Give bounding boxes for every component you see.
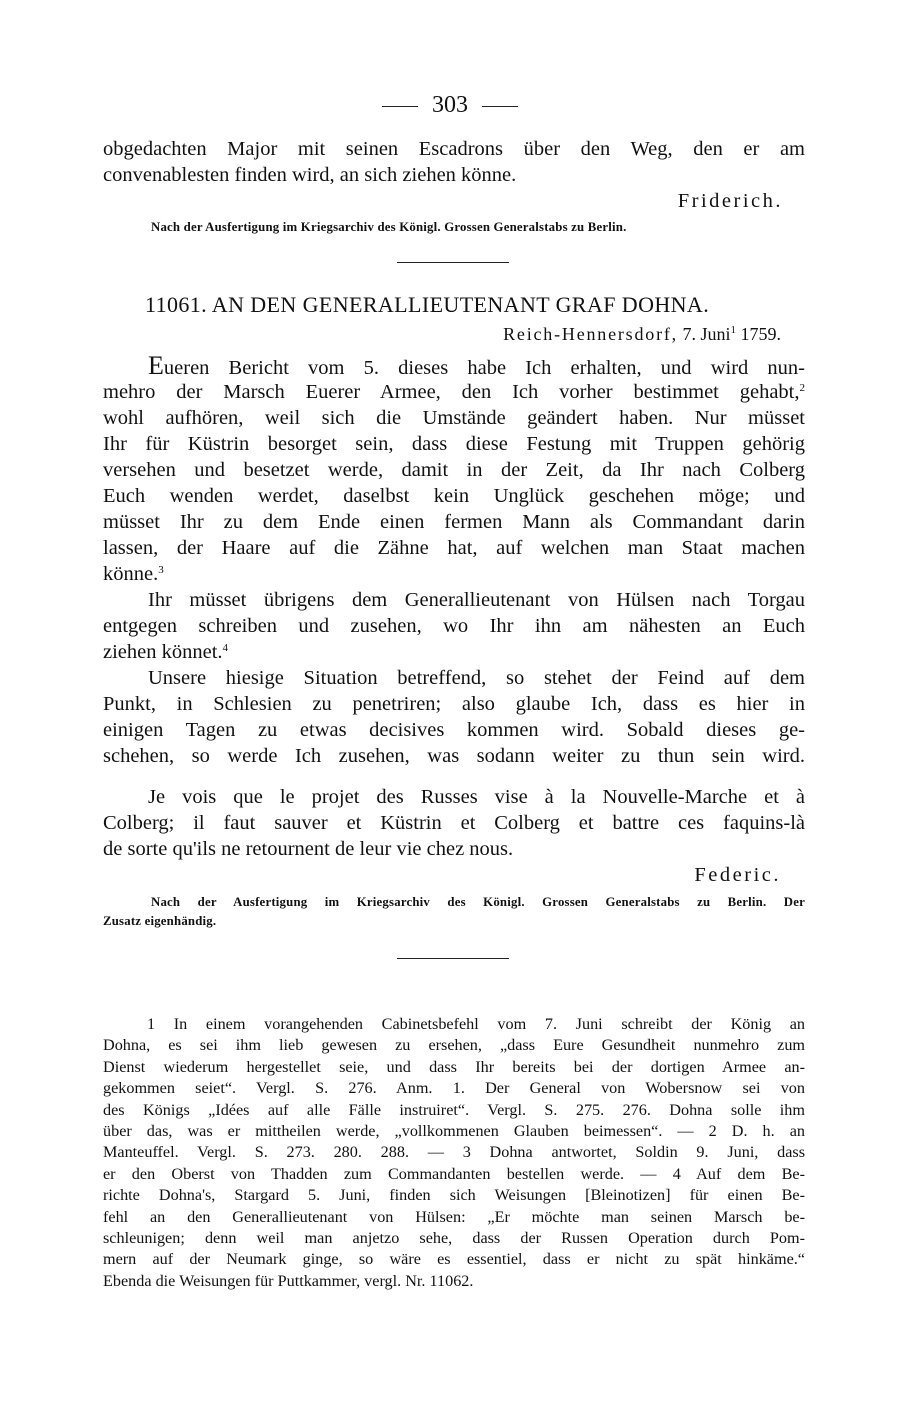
footnote-line: Manteuffel. Vergl. S. 273. 280. 288. — 3 Dohna antwortet, Soldin 9. Juni, dass xyxy=(103,1143,805,1162)
footnote-line: gekommen seiet“. Vergl. S. 276. Anm. 1. Der General von Wobersnow sei von xyxy=(103,1079,805,1098)
folio-dash-right xyxy=(482,106,518,107)
footnotes xyxy=(103,1014,805,1292)
text-line: de sorte qu'ils ne retournent de leur vie chez nous. xyxy=(103,838,514,860)
footnote-line: Dohna, es sei ihm lieb gewesen zu ersehen, „dass Eure Gesundheit nunmehro zum xyxy=(103,1036,805,1055)
text-line: mehro der Marsch Euerer Armee, den Ich vorher bestimmet gehabt,$^2$ xyxy=(103,381,805,403)
text-line: Euch wenden werdet, daselbst kein Unglück geschehen möge; und xyxy=(103,485,805,507)
text-line: müsset Ihr zu dem Ende einen fermen Mann als Commandant darin xyxy=(103,511,805,533)
footnote-line: 1 In einem vorangehenden Cabinetsbefehl vom 7. Juni schreibt der König an xyxy=(147,1015,805,1033)
text-line: schehen, so werde Ich zusehen, was sodann weiter zu thun sein wird. xyxy=(103,745,805,767)
footnote-line: richte Dohna's, Stargard 5. Juni, finden sich Weisungen [Bleinotizen] für einen Be- xyxy=(103,1186,805,1205)
letter-title: AN DEN GENERALLIEUTENANT GRAF DOHNA. xyxy=(211,292,710,317)
footnote-line: Ebenda die Weisungen für Puttkammer, vergl. Nr. 11062. xyxy=(103,1271,474,1290)
page-number-text: 303 xyxy=(432,92,468,118)
text-line: Punkt, in Schlesien zu penetriren; also glaube Ich, dass es hier in xyxy=(103,693,805,715)
source-line: Zusatz eigenhändig. xyxy=(103,914,217,928)
footnote-line: des Königs „Idées auf alle Fälle instruiret“. Vergl. S. 275. 276. Dohna solle ihm xyxy=(103,1100,805,1119)
section-divider xyxy=(397,958,509,959)
date-day: 7. Juni xyxy=(682,324,731,344)
text-line: lassen, der Haare auf die Zähne hat, auf welchen man Staat machen xyxy=(103,537,805,559)
footnote-mark: 2 xyxy=(799,382,805,394)
footnote-line: Dienst wiederum hergestellet seie, und dass Ihr bereits bei der dortigen Armee an- xyxy=(103,1057,805,1076)
source-note: Nach der Ausfertigung im Kriegsarchiv des Königl. Grossen Generalstabs zu Berlin. xyxy=(151,220,627,234)
letter-heading xyxy=(145,290,709,320)
previous-letter-ending xyxy=(103,136,805,214)
footnote-mark: 4 xyxy=(222,642,229,654)
place-name: Reich-Hennersdorf, xyxy=(503,324,678,344)
text-line: wohl aufhören, weil sich die Umstände geändert haben. Nur müsset xyxy=(103,407,805,429)
folio-dash-left xyxy=(382,106,418,107)
text-line: Ihr müsset übrigens dem Generallieutenant von Hülsen nach Torgau xyxy=(148,589,805,611)
footnote-mark: 1 xyxy=(730,324,736,336)
footnote-line: mern auf der Neumark ginge, so wäre es essentiel, dass er nicht zu spät hinkäme.“ xyxy=(103,1250,805,1269)
signature-friderich: Friderich. xyxy=(677,190,783,212)
place-date xyxy=(103,322,781,346)
text-line: Eueren Bericht vom 5. dieses habe Ich erhalten, und wird nun- xyxy=(148,351,805,380)
footnote-line: schleunigen; denn weil man anjetzo sehe, dass der Russen Operation durch Pom- xyxy=(103,1228,805,1247)
signature-federic: Federic. xyxy=(694,864,781,886)
text-line: obgedachten Major mit seinen Escadrons über den Weg, den er am xyxy=(103,138,805,160)
text-line: ziehen könnet.$^4$ xyxy=(103,641,229,663)
text-line: convenablesten finden wird, an sich ziehen könne. xyxy=(103,164,517,186)
text-line: einigen Tagen zu etwas decisives kommen wird. Sobald dieses ge- xyxy=(103,719,805,741)
source-note xyxy=(103,893,805,931)
footnote-line: über das, was er mittheilen werde, „vollkommenen Glauben beimessen“. — 2 D. h. an xyxy=(103,1121,805,1140)
date-year: 1759. xyxy=(740,324,781,344)
source-line: Nach der Ausfertigung im Kriegsarchiv des Königl. Grossen Generalstabs zu Berlin. Der xyxy=(151,895,805,909)
text-line: Je vois que le projet des Russes vise à la Nouvelle-Marche et à xyxy=(148,786,805,808)
text-line: könne.$^3$ xyxy=(103,563,164,585)
section-divider xyxy=(397,262,509,263)
text-line: Colberg; il faut sauver et Küstrin et Colberg et battre ces faquins-là xyxy=(103,812,805,834)
french-postscript xyxy=(103,784,805,888)
letter-body xyxy=(103,353,805,769)
initial-letter: E xyxy=(148,351,164,380)
text-line: versehen und besetzet werde, damit in der Zeit, da Ihr nach Colberg xyxy=(103,459,805,481)
footnote-mark: 3 xyxy=(158,564,164,576)
text-line: Unsere hiesige Situation betreffend, so stehet der Feind auf dem xyxy=(148,667,805,689)
text-line: entgegen schreiben und zusehen, wo Ihr ihn am nähesten an Euch xyxy=(103,615,805,637)
footnote-line: fehl an den Generallieutenant von Hülsen: „Er möchte man seinen Marsch be- xyxy=(103,1207,805,1226)
letter-number: 11061. xyxy=(145,292,208,317)
page-number xyxy=(0,90,900,120)
text-line: Ihr für Küstrin besorget sein, dass diese Festung mit Truppen gehörig xyxy=(103,433,805,455)
footnote-line: er den Oberst von Thadden zum Commandanten bestellen werde. — 4 Auf dem Be- xyxy=(103,1164,805,1183)
